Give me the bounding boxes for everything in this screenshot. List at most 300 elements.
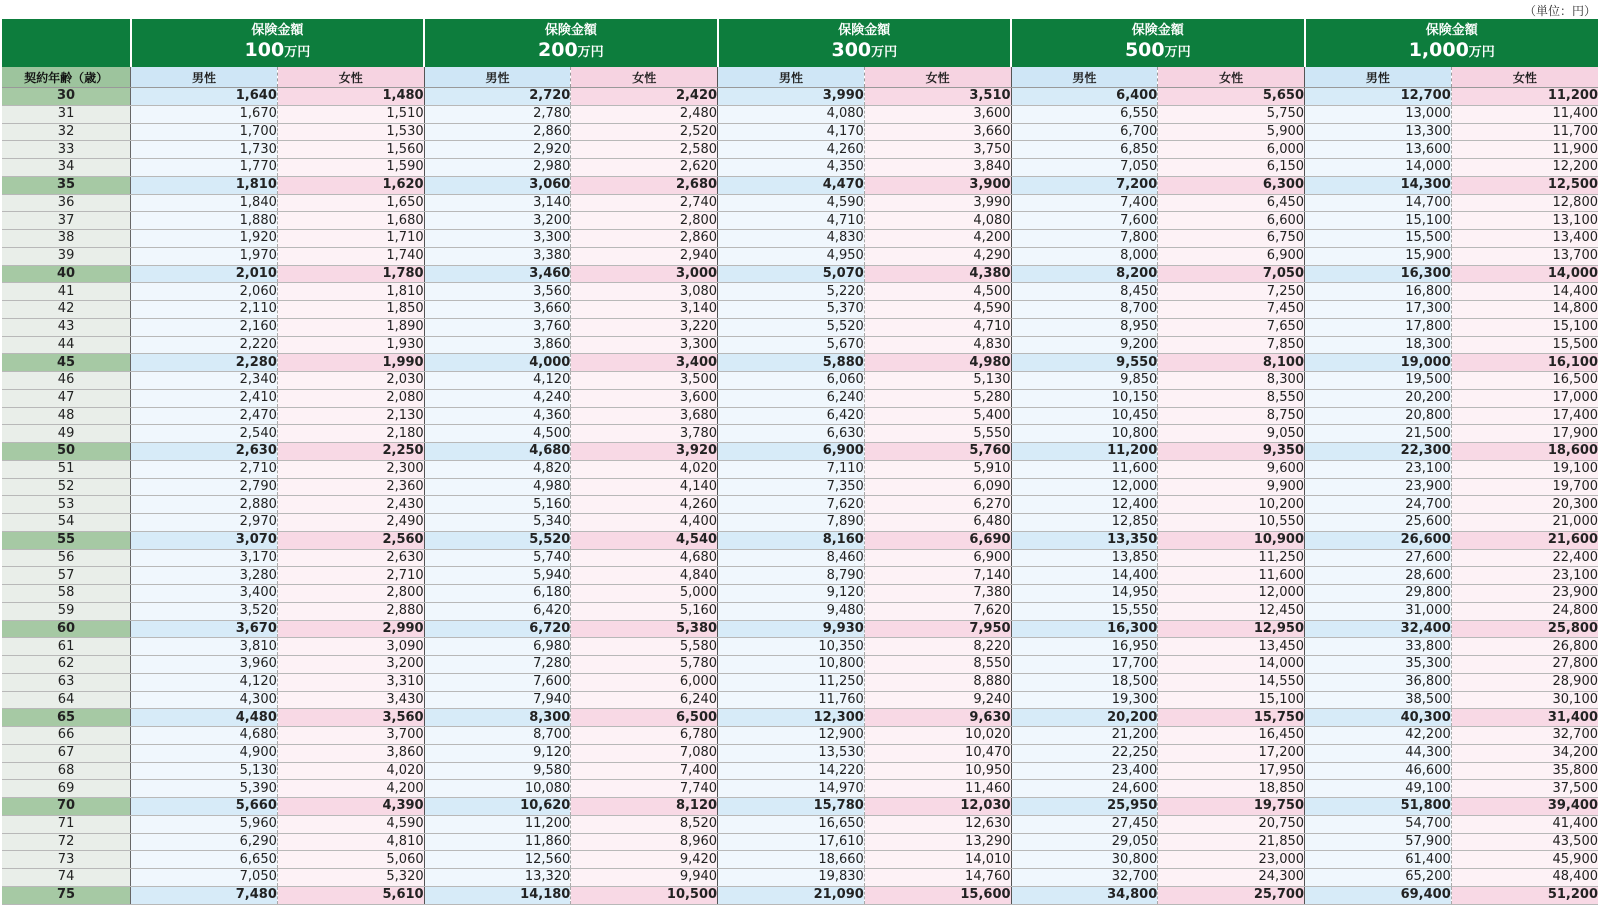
female-premium-cell: 10,550 bbox=[1158, 514, 1305, 532]
female-premium-cell: 5,320 bbox=[277, 869, 424, 887]
female-premium-cell: 5,550 bbox=[864, 425, 1011, 443]
female-premium-cell: 8,520 bbox=[571, 815, 718, 833]
female-premium-cell: 13,290 bbox=[864, 833, 1011, 851]
male-premium-cell: 3,140 bbox=[424, 194, 571, 212]
male-premium-cell: 2,470 bbox=[131, 407, 278, 425]
female-premium-cell: 9,050 bbox=[1158, 425, 1305, 443]
male-premium-cell: 13,850 bbox=[1011, 549, 1158, 567]
male-premium-cell: 29,050 bbox=[1011, 833, 1158, 851]
male-premium-cell: 2,920 bbox=[424, 141, 571, 159]
male-premium-cell: 21,200 bbox=[1011, 727, 1158, 745]
age-cell: 35 bbox=[2, 176, 131, 194]
female-premium-cell: 2,520 bbox=[571, 123, 718, 141]
female-premium-cell: 5,000 bbox=[571, 585, 718, 603]
male-premium-cell: 8,790 bbox=[718, 567, 865, 585]
female-premium-cell: 3,090 bbox=[277, 638, 424, 656]
male-premium-cell: 2,010 bbox=[131, 265, 278, 283]
female-premium-cell: 2,990 bbox=[277, 620, 424, 638]
female-premium-cell: 4,390 bbox=[277, 798, 424, 816]
age-cell: 47 bbox=[2, 389, 131, 407]
table-row bbox=[2, 443, 1598, 461]
female-premium-cell: 1,780 bbox=[277, 265, 424, 283]
male-premium-cell: 6,550 bbox=[1011, 105, 1158, 123]
female-premium-cell: 27,800 bbox=[1451, 656, 1598, 674]
female-premium-cell: 12,200 bbox=[1451, 159, 1598, 177]
age-cell: 63 bbox=[2, 673, 131, 691]
female-premium-cell: 3,600 bbox=[571, 389, 718, 407]
female-premium-cell: 18,600 bbox=[1451, 443, 1598, 461]
female-premium-cell: 1,590 bbox=[277, 159, 424, 177]
female-premium-cell: 12,030 bbox=[864, 798, 1011, 816]
male-premium-cell: 4,470 bbox=[718, 176, 865, 194]
male-premium-cell: 4,500 bbox=[424, 425, 571, 443]
male-premium-cell: 12,400 bbox=[1011, 496, 1158, 514]
female-premium-cell: 11,250 bbox=[1158, 549, 1305, 567]
female-premium-cell: 3,400 bbox=[571, 354, 718, 372]
male-premium-cell: 10,350 bbox=[718, 638, 865, 656]
male-premium-cell: 1,880 bbox=[131, 212, 278, 230]
female-premium-cell: 4,080 bbox=[864, 212, 1011, 230]
female-premium-cell: 19,750 bbox=[1158, 798, 1305, 816]
female-premium-cell: 14,010 bbox=[864, 851, 1011, 869]
male-premium-cell: 20,800 bbox=[1305, 407, 1452, 425]
female-premium-cell: 14,760 bbox=[864, 869, 1011, 887]
male-premium-cell: 4,170 bbox=[718, 123, 865, 141]
male-premium-cell: 3,380 bbox=[424, 247, 571, 265]
male-premium-cell: 4,000 bbox=[424, 354, 571, 372]
age-cell: 38 bbox=[2, 230, 131, 248]
female-premium-cell: 7,450 bbox=[1158, 301, 1305, 319]
female-premium-cell: 3,310 bbox=[277, 673, 424, 691]
male-premium-cell: 18,500 bbox=[1011, 673, 1158, 691]
male-premium-cell: 9,580 bbox=[424, 762, 571, 780]
female-premium-cell: 10,020 bbox=[864, 727, 1011, 745]
female-premium-cell: 7,850 bbox=[1158, 336, 1305, 354]
female-premium-cell: 5,060 bbox=[277, 851, 424, 869]
female-premium-cell: 2,130 bbox=[277, 407, 424, 425]
male-premium-cell: 14,950 bbox=[1011, 585, 1158, 603]
female-premium-cell: 4,260 bbox=[571, 496, 718, 514]
amount-label: 保険金額 bbox=[544, 22, 597, 38]
age-cell: 66 bbox=[2, 727, 131, 745]
male-premium-cell: 1,770 bbox=[131, 159, 278, 177]
male-premium-cell: 2,880 bbox=[131, 496, 278, 514]
table-row bbox=[2, 727, 1598, 745]
male-premium-cell: 4,710 bbox=[718, 212, 865, 230]
female-premium-cell: 6,000 bbox=[1158, 141, 1305, 159]
female-premium-cell: 4,840 bbox=[571, 567, 718, 585]
female-premium-cell: 21,850 bbox=[1158, 833, 1305, 851]
male-premium-cell: 28,600 bbox=[1305, 567, 1452, 585]
male-premium-cell: 35,300 bbox=[1305, 656, 1452, 674]
male-premium-cell: 2,280 bbox=[131, 354, 278, 372]
table-row bbox=[2, 389, 1598, 407]
female-premium-cell: 2,490 bbox=[277, 514, 424, 532]
male-premium-cell: 13,530 bbox=[718, 744, 865, 762]
female-premium-cell: 31,400 bbox=[1451, 709, 1598, 727]
table-row bbox=[2, 372, 1598, 390]
male-premium-cell: 14,220 bbox=[718, 762, 865, 780]
female-premium-cell: 5,160 bbox=[571, 602, 718, 620]
female-premium-cell: 41,400 bbox=[1451, 815, 1598, 833]
male-premium-cell: 2,780 bbox=[424, 105, 571, 123]
table-row bbox=[2, 851, 1598, 869]
male-premium-cell: 2,160 bbox=[131, 318, 278, 336]
female-premium-cell: 12,800 bbox=[1451, 194, 1598, 212]
male-premium-cell: 9,550 bbox=[1011, 354, 1158, 372]
female-premium-cell: 2,710 bbox=[277, 567, 424, 585]
female-premium-cell: 28,900 bbox=[1451, 673, 1598, 691]
male-premium-cell: 27,600 bbox=[1305, 549, 1452, 567]
corner-cell bbox=[2, 19, 131, 67]
table-row bbox=[2, 744, 1598, 762]
amount-header bbox=[424, 19, 717, 67]
male-premium-cell: 14,180 bbox=[424, 886, 571, 904]
female-premium-cell: 19,100 bbox=[1451, 460, 1598, 478]
amount-header bbox=[718, 19, 1011, 67]
female-premium-cell: 2,940 bbox=[571, 247, 718, 265]
male-premium-cell: 4,900 bbox=[131, 744, 278, 762]
female-premium-cell: 3,860 bbox=[277, 744, 424, 762]
male-premium-cell: 7,400 bbox=[1011, 194, 1158, 212]
male-premium-cell: 15,900 bbox=[1305, 247, 1452, 265]
female-premium-cell: 4,810 bbox=[277, 833, 424, 851]
female-premium-cell: 3,000 bbox=[571, 265, 718, 283]
male-premium-cell: 11,760 bbox=[718, 691, 865, 709]
female-premium-cell: 11,700 bbox=[1451, 123, 1598, 141]
female-premium-cell: 22,400 bbox=[1451, 549, 1598, 567]
age-cell: 32 bbox=[2, 123, 131, 141]
male-premium-cell: 15,100 bbox=[1305, 212, 1452, 230]
male-premium-cell: 1,730 bbox=[131, 141, 278, 159]
age-cell: 59 bbox=[2, 602, 131, 620]
female-premium-cell: 4,710 bbox=[864, 318, 1011, 336]
table-row bbox=[2, 691, 1598, 709]
female-premium-cell: 2,180 bbox=[277, 425, 424, 443]
male-premium-cell: 10,620 bbox=[424, 798, 571, 816]
age-cell: 53 bbox=[2, 496, 131, 514]
amount-value: 500万円 bbox=[1124, 38, 1191, 61]
male-premium-cell: 7,600 bbox=[424, 673, 571, 691]
female-premium-cell: 6,900 bbox=[864, 549, 1011, 567]
female-premium-cell: 14,400 bbox=[1451, 283, 1598, 301]
female-premium-cell: 2,360 bbox=[277, 478, 424, 496]
table-row bbox=[2, 318, 1598, 336]
female-premium-cell: 5,380 bbox=[571, 620, 718, 638]
female-premium-cell: 10,900 bbox=[1158, 531, 1305, 549]
age-cell: 61 bbox=[2, 638, 131, 656]
male-premium-cell: 2,860 bbox=[424, 123, 571, 141]
female-premium-cell: 6,780 bbox=[571, 727, 718, 745]
female-premium-cell: 2,620 bbox=[571, 159, 718, 177]
amount-value: 100万円 bbox=[244, 38, 311, 61]
male-premium-cell: 6,420 bbox=[424, 602, 571, 620]
male-premium-cell: 7,050 bbox=[1011, 159, 1158, 177]
female-premium-cell: 8,550 bbox=[1158, 389, 1305, 407]
male-premium-cell: 24,700 bbox=[1305, 496, 1452, 514]
female-premium-cell: 8,960 bbox=[571, 833, 718, 851]
female-premium-cell: 8,550 bbox=[864, 656, 1011, 674]
male-premium-cell: 2,060 bbox=[131, 283, 278, 301]
female-premium-cell: 6,150 bbox=[1158, 159, 1305, 177]
male-premium-cell: 15,780 bbox=[718, 798, 865, 816]
female-premium-cell: 1,480 bbox=[277, 88, 424, 106]
male-premium-cell: 6,060 bbox=[718, 372, 865, 390]
female-premium-cell: 11,400 bbox=[1451, 105, 1598, 123]
female-premium-cell: 17,000 bbox=[1451, 389, 1598, 407]
male-premium-cell: 6,850 bbox=[1011, 141, 1158, 159]
age-cell: 68 bbox=[2, 762, 131, 780]
female-premium-cell: 10,950 bbox=[864, 762, 1011, 780]
male-premium-cell: 7,280 bbox=[424, 656, 571, 674]
female-premium-cell: 5,750 bbox=[1158, 105, 1305, 123]
male-premium-cell: 12,850 bbox=[1011, 514, 1158, 532]
amount-header bbox=[1011, 19, 1304, 67]
male-premium-cell: 15,500 bbox=[1305, 230, 1452, 248]
amount-label: 保険金額 bbox=[1131, 22, 1184, 38]
male-premium-cell: 11,250 bbox=[718, 673, 865, 691]
male-premium-cell: 9,480 bbox=[718, 602, 865, 620]
female-premium-cell: 9,630 bbox=[864, 709, 1011, 727]
male-premium-cell: 14,400 bbox=[1011, 567, 1158, 585]
female-premium-cell: 15,500 bbox=[1451, 336, 1598, 354]
female-premium-cell: 11,600 bbox=[1158, 567, 1305, 585]
female-premium-cell: 4,020 bbox=[571, 460, 718, 478]
male-premium-cell: 22,250 bbox=[1011, 744, 1158, 762]
female-premium-cell: 7,080 bbox=[571, 744, 718, 762]
female-premium-cell: 1,740 bbox=[277, 247, 424, 265]
male-header: 男性 bbox=[1011, 67, 1158, 88]
table-row bbox=[2, 762, 1598, 780]
female-premium-cell: 5,910 bbox=[864, 460, 1011, 478]
table-row bbox=[2, 833, 1598, 851]
female-premium-cell: 2,560 bbox=[277, 531, 424, 549]
female-premium-cell: 3,700 bbox=[277, 727, 424, 745]
male-premium-cell: 13,000 bbox=[1305, 105, 1452, 123]
male-premium-cell: 5,660 bbox=[131, 798, 278, 816]
male-premium-cell: 27,450 bbox=[1011, 815, 1158, 833]
male-premium-cell: 5,670 bbox=[718, 336, 865, 354]
female-premium-cell: 9,350 bbox=[1158, 443, 1305, 461]
age-column-header: 契約年齢（歳） bbox=[2, 67, 131, 88]
male-premium-cell: 61,400 bbox=[1305, 851, 1452, 869]
female-premium-cell: 10,470 bbox=[864, 744, 1011, 762]
female-premium-cell: 4,830 bbox=[864, 336, 1011, 354]
male-premium-cell: 8,000 bbox=[1011, 247, 1158, 265]
amount-header-row bbox=[2, 19, 1598, 67]
female-premium-cell: 48,400 bbox=[1451, 869, 1598, 887]
female-premium-cell: 8,300 bbox=[1158, 372, 1305, 390]
male-premium-cell: 9,930 bbox=[718, 620, 865, 638]
female-premium-cell: 8,750 bbox=[1158, 407, 1305, 425]
table-row bbox=[2, 283, 1598, 301]
male-premium-cell: 38,500 bbox=[1305, 691, 1452, 709]
table-row bbox=[2, 869, 1598, 887]
female-premium-cell: 2,080 bbox=[277, 389, 424, 407]
female-premium-cell: 3,300 bbox=[571, 336, 718, 354]
male-premium-cell: 9,850 bbox=[1011, 372, 1158, 390]
table-row bbox=[2, 105, 1598, 123]
premium-rows bbox=[2, 88, 1598, 905]
female-premium-cell: 6,000 bbox=[571, 673, 718, 691]
male-premium-cell: 23,400 bbox=[1011, 762, 1158, 780]
female-premium-cell: 6,500 bbox=[571, 709, 718, 727]
male-premium-cell: 2,110 bbox=[131, 301, 278, 319]
female-premium-cell: 20,750 bbox=[1158, 815, 1305, 833]
male-premium-cell: 6,180 bbox=[424, 585, 571, 603]
female-premium-cell: 17,400 bbox=[1451, 407, 1598, 425]
male-premium-cell: 13,320 bbox=[424, 869, 571, 887]
female-premium-cell: 30,100 bbox=[1451, 691, 1598, 709]
male-premium-cell: 5,880 bbox=[718, 354, 865, 372]
amount-value: 300万円 bbox=[831, 38, 898, 61]
female-premium-cell: 15,600 bbox=[864, 886, 1011, 904]
female-premium-cell: 1,510 bbox=[277, 105, 424, 123]
female-premium-cell: 6,300 bbox=[1158, 176, 1305, 194]
female-premium-cell: 4,020 bbox=[277, 762, 424, 780]
female-premium-cell: 14,000 bbox=[1451, 265, 1598, 283]
female-premium-cell: 12,500 bbox=[1451, 176, 1598, 194]
male-premium-cell: 24,600 bbox=[1011, 780, 1158, 798]
age-cell: 71 bbox=[2, 815, 131, 833]
female-premium-cell: 35,800 bbox=[1451, 762, 1598, 780]
age-cell: 48 bbox=[2, 407, 131, 425]
table-row bbox=[2, 496, 1598, 514]
female-premium-cell: 7,740 bbox=[571, 780, 718, 798]
female-premium-cell: 7,950 bbox=[864, 620, 1011, 638]
table-row bbox=[2, 230, 1598, 248]
female-premium-cell: 39,400 bbox=[1451, 798, 1598, 816]
male-premium-cell: 8,160 bbox=[718, 531, 865, 549]
female-premium-cell: 6,270 bbox=[864, 496, 1011, 514]
male-premium-cell: 7,800 bbox=[1011, 230, 1158, 248]
age-cell: 37 bbox=[2, 212, 131, 230]
male-premium-cell: 9,120 bbox=[718, 585, 865, 603]
female-premium-cell: 2,430 bbox=[277, 496, 424, 514]
female-premium-cell: 5,760 bbox=[864, 443, 1011, 461]
male-premium-cell: 13,350 bbox=[1011, 531, 1158, 549]
male-premium-cell: 6,240 bbox=[718, 389, 865, 407]
unit-note: （単位：円） bbox=[1523, 4, 1596, 18]
male-premium-cell: 34,800 bbox=[1011, 886, 1158, 904]
female-premium-cell: 14,550 bbox=[1158, 673, 1305, 691]
male-premium-cell: 36,800 bbox=[1305, 673, 1452, 691]
female-premium-cell: 3,200 bbox=[277, 656, 424, 674]
age-cell: 56 bbox=[2, 549, 131, 567]
male-header: 男性 bbox=[1305, 67, 1452, 88]
male-premium-cell: 2,970 bbox=[131, 514, 278, 532]
male-premium-cell: 14,970 bbox=[718, 780, 865, 798]
female-premium-cell: 26,800 bbox=[1451, 638, 1598, 656]
female-premium-cell: 15,100 bbox=[1158, 691, 1305, 709]
male-premium-cell: 1,840 bbox=[131, 194, 278, 212]
male-premium-cell: 14,700 bbox=[1305, 194, 1452, 212]
male-premium-cell: 6,420 bbox=[718, 407, 865, 425]
male-premium-cell: 6,400 bbox=[1011, 88, 1158, 106]
male-premium-cell: 2,410 bbox=[131, 389, 278, 407]
amount-value: 1,000万円 bbox=[1408, 38, 1495, 61]
female-premium-cell: 21,600 bbox=[1451, 531, 1598, 549]
female-premium-cell: 3,750 bbox=[864, 141, 1011, 159]
male-premium-cell: 49,100 bbox=[1305, 780, 1452, 798]
female-premium-cell: 3,680 bbox=[571, 407, 718, 425]
male-premium-cell: 4,360 bbox=[424, 407, 571, 425]
female-premium-cell: 3,430 bbox=[277, 691, 424, 709]
male-premium-cell: 7,110 bbox=[718, 460, 865, 478]
male-premium-cell: 2,720 bbox=[424, 88, 571, 106]
male-premium-cell: 4,120 bbox=[424, 372, 571, 390]
table-row bbox=[2, 709, 1598, 727]
male-premium-cell: 3,860 bbox=[424, 336, 571, 354]
female-premium-cell: 3,220 bbox=[571, 318, 718, 336]
female-header: 女性 bbox=[864, 67, 1011, 88]
male-premium-cell: 3,280 bbox=[131, 567, 278, 585]
age-cell: 69 bbox=[2, 780, 131, 798]
female-premium-cell: 3,500 bbox=[571, 372, 718, 390]
female-premium-cell: 16,100 bbox=[1451, 354, 1598, 372]
table-row bbox=[2, 567, 1598, 585]
male-premium-cell: 5,130 bbox=[131, 762, 278, 780]
female-premium-cell: 2,860 bbox=[571, 230, 718, 248]
male-premium-cell: 1,640 bbox=[131, 88, 278, 106]
age-cell: 67 bbox=[2, 744, 131, 762]
male-premium-cell: 19,300 bbox=[1011, 691, 1158, 709]
female-premium-cell: 51,200 bbox=[1451, 886, 1598, 904]
male-premium-cell: 20,200 bbox=[1305, 389, 1452, 407]
male-premium-cell: 33,800 bbox=[1305, 638, 1452, 656]
female-premium-cell: 16,500 bbox=[1451, 372, 1598, 390]
female-premium-cell: 19,700 bbox=[1451, 478, 1598, 496]
male-header: 男性 bbox=[424, 67, 571, 88]
female-premium-cell: 2,580 bbox=[571, 141, 718, 159]
female-premium-cell: 1,710 bbox=[277, 230, 424, 248]
female-premium-cell: 17,200 bbox=[1158, 744, 1305, 762]
male-premium-cell: 69,400 bbox=[1305, 886, 1452, 904]
male-premium-cell: 21,500 bbox=[1305, 425, 1452, 443]
male-premium-cell: 5,520 bbox=[718, 318, 865, 336]
age-cell: 33 bbox=[2, 141, 131, 159]
male-premium-cell: 57,900 bbox=[1305, 833, 1452, 851]
male-premium-cell: 4,980 bbox=[424, 478, 571, 496]
female-premium-cell: 2,680 bbox=[571, 176, 718, 194]
male-premium-cell: 6,630 bbox=[718, 425, 865, 443]
male-premium-cell: 6,700 bbox=[1011, 123, 1158, 141]
female-premium-cell: 9,420 bbox=[571, 851, 718, 869]
female-premium-cell: 1,810 bbox=[277, 283, 424, 301]
male-premium-cell: 8,300 bbox=[424, 709, 571, 727]
female-premium-cell: 37,500 bbox=[1451, 780, 1598, 798]
female-premium-cell: 7,140 bbox=[864, 567, 1011, 585]
table-row bbox=[2, 212, 1598, 230]
table-row bbox=[2, 656, 1598, 674]
female-premium-cell: 1,680 bbox=[277, 212, 424, 230]
female-premium-cell: 24,800 bbox=[1451, 602, 1598, 620]
table-row bbox=[2, 673, 1598, 691]
female-premium-cell: 20,300 bbox=[1451, 496, 1598, 514]
male-premium-cell: 44,300 bbox=[1305, 744, 1452, 762]
male-premium-cell: 23,100 bbox=[1305, 460, 1452, 478]
male-premium-cell: 4,820 bbox=[424, 460, 571, 478]
male-premium-cell: 8,460 bbox=[718, 549, 865, 567]
male-premium-cell: 10,800 bbox=[1011, 425, 1158, 443]
female-premium-cell: 3,600 bbox=[864, 105, 1011, 123]
male-premium-cell: 1,700 bbox=[131, 123, 278, 141]
female-premium-cell: 15,100 bbox=[1451, 318, 1598, 336]
male-premium-cell: 19,830 bbox=[718, 869, 865, 887]
age-cell: 41 bbox=[2, 283, 131, 301]
male-premium-cell: 10,150 bbox=[1011, 389, 1158, 407]
age-cell: 45 bbox=[2, 354, 131, 372]
